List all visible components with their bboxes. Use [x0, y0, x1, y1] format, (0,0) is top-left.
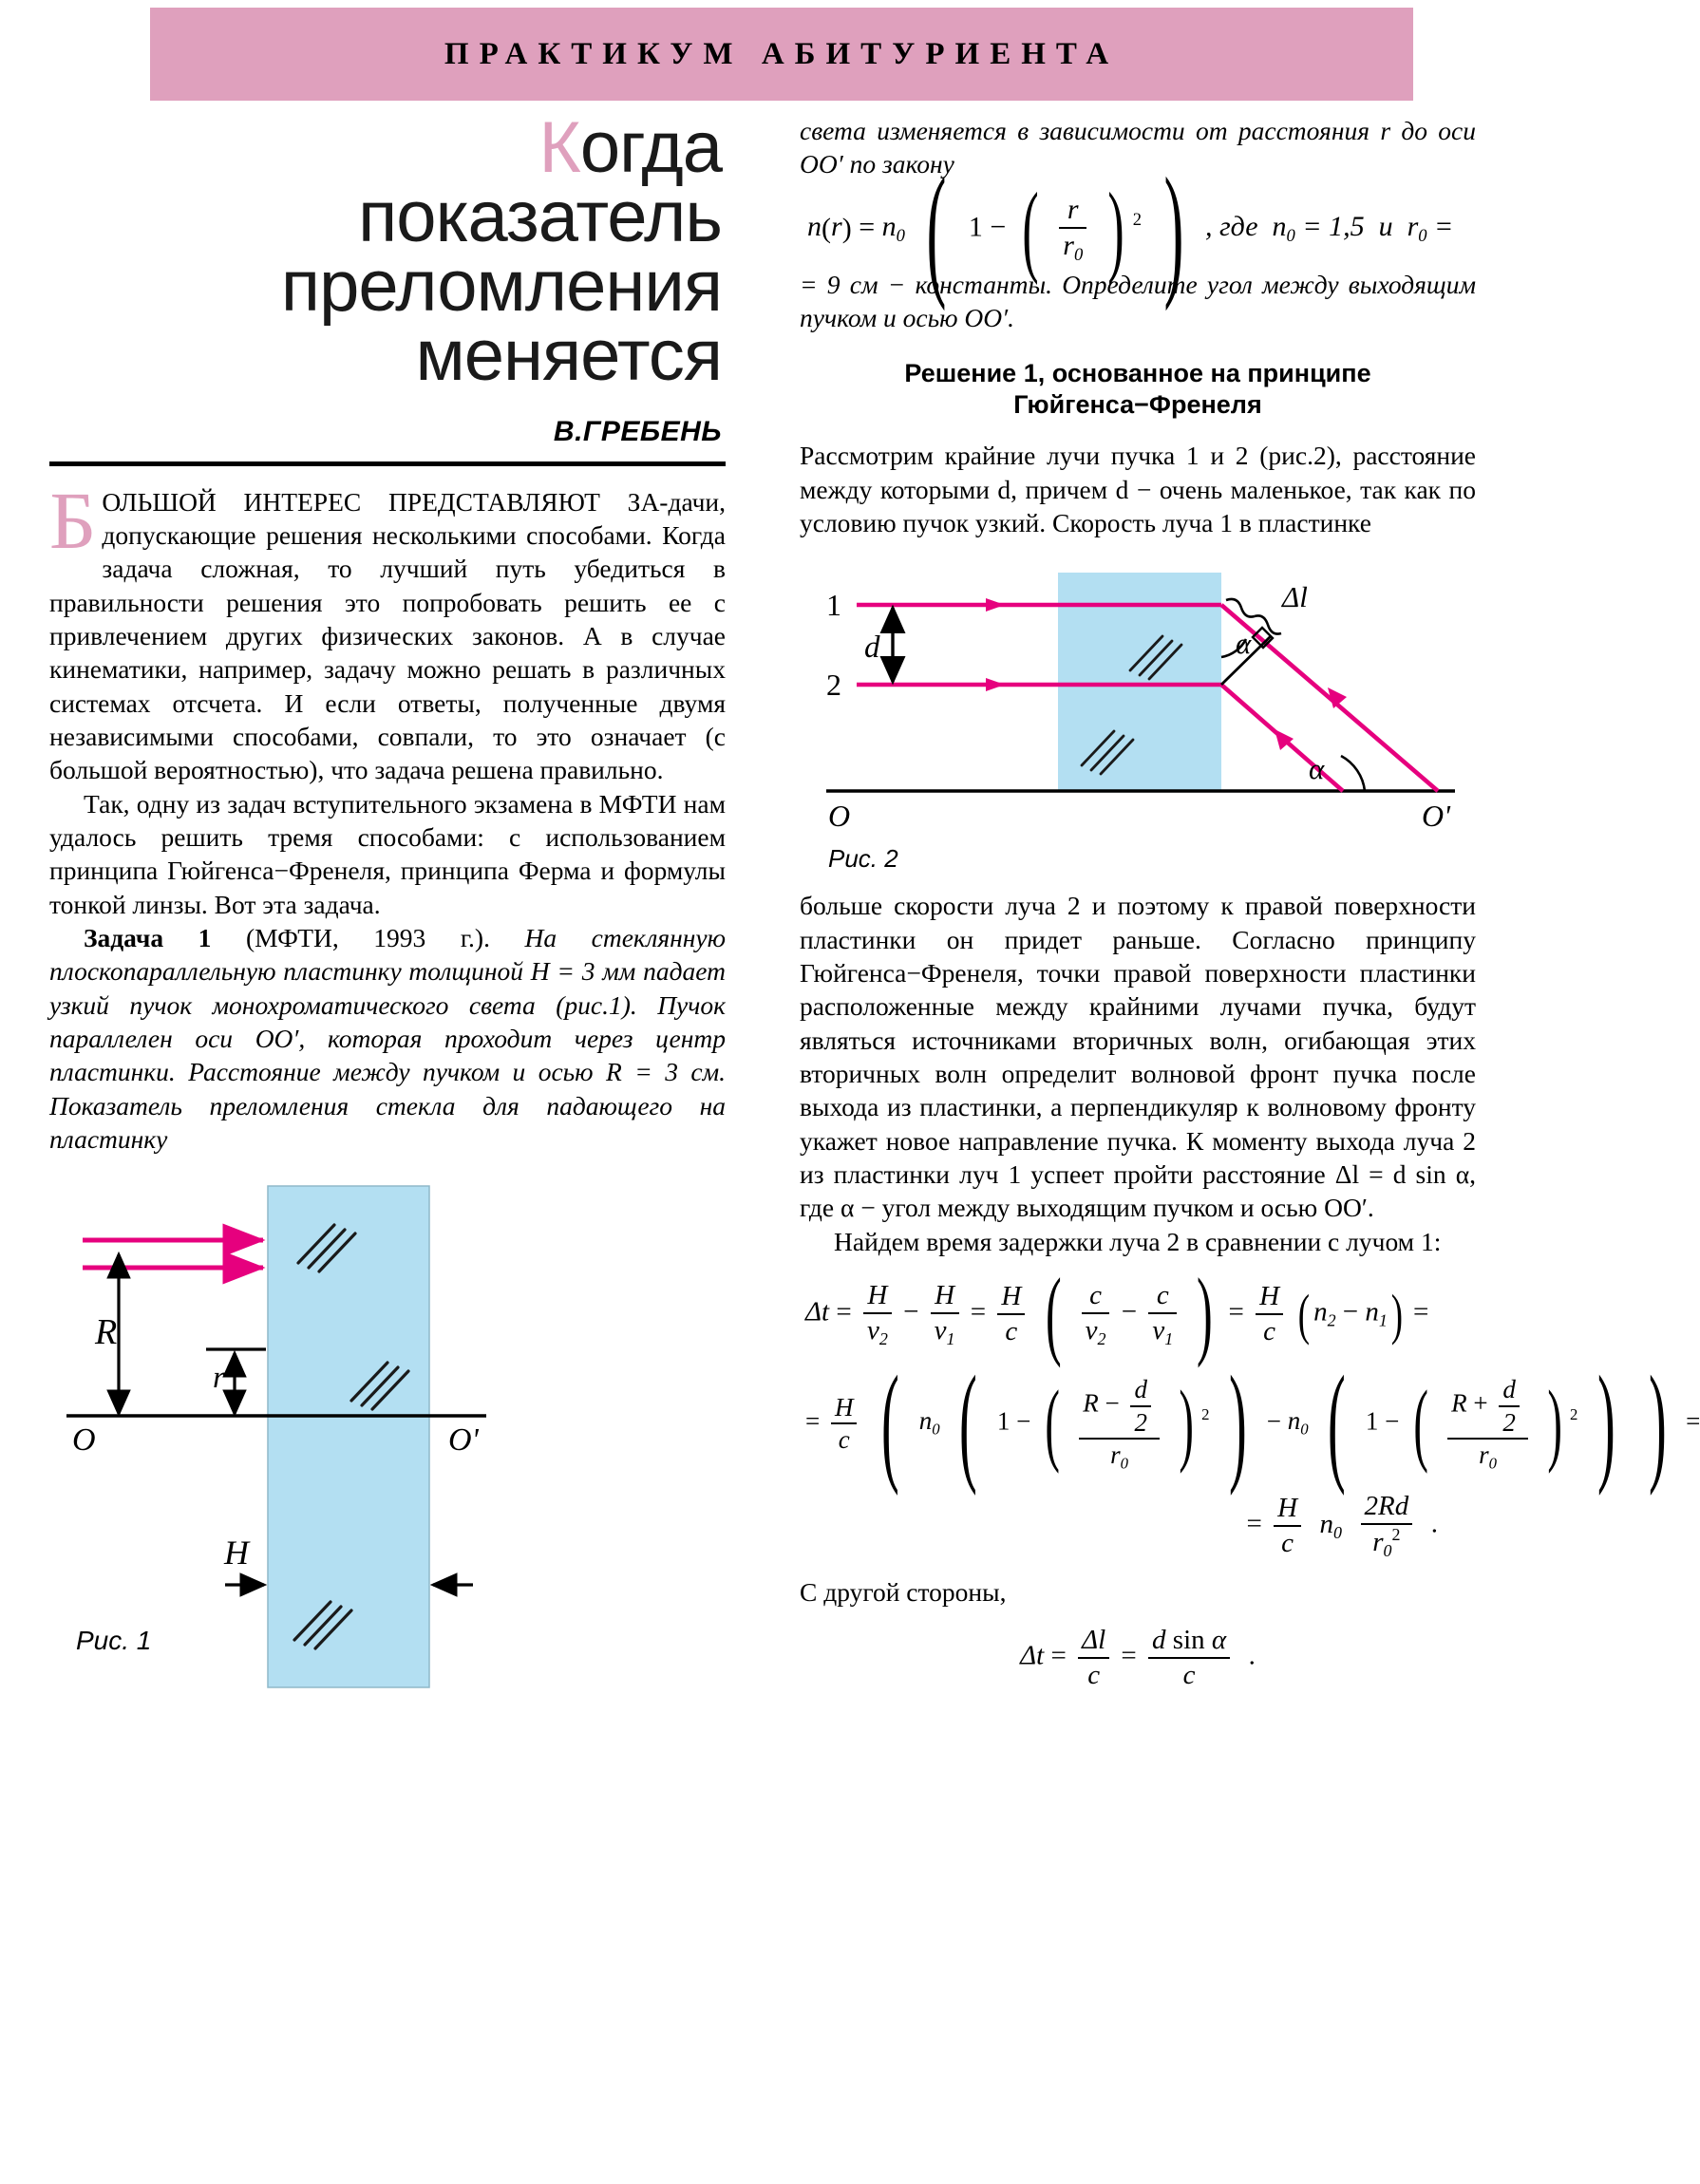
label-alpha-bottom: α: [1309, 752, 1325, 786]
ray-2-arrowhead: [986, 678, 1005, 691]
paragraph-rays: Рассмотрим крайние лучи пучка 1 и 2 (рис.2), расстояние между которыми d, причем d − очень маленькое, так как по условию пучок узкий. Скорость луча 1 в пластинке: [800, 441, 1476, 538]
outgoing-ray-1: [1221, 605, 1438, 791]
subheading-line-1: Решение 1, основанное на принципе: [904, 358, 1371, 387]
right-column: [800, 114, 1700, 1692]
article-author: В.ГРЕБЕНЬ: [553, 415, 722, 447]
paragraph-intro-rest: дачи, допускающие решения несколькими способами. Когда задача сложная, то лучший путь убедиться в правильности решения это попробовать решить ее с привлечением других физических законов. А в случае кинематики, например, задачу можно решать в различных системах отсчета. И если ответы, полученные двумя независимыми способами, совпали, то это означает (с большой вероятностью), что задача решена правильно.: [49, 486, 726, 785]
ray-1-arrowhead: [986, 598, 1005, 612]
headline-line-4: меняется: [415, 314, 722, 396]
label-O-prime: O': [448, 1422, 479, 1459]
paragraph-law-intro: света изменяется в зависимости от расстояния r до оси OO′ по закону: [800, 116, 1476, 179]
figure-2: [800, 553, 1476, 874]
paragraph-problem: [49, 921, 726, 1156]
figure-1-caption: Рис. 1: [76, 1626, 152, 1656]
figure-1: [49, 1173, 726, 1709]
paragraph-intro-caps: ОЛЬШОЙ ИНТЕРЕС ПРЕДСТАВЛЯЮТ ЗА-: [102, 486, 669, 517]
subheading-line-2: Гюйгенса−Френеля: [1013, 389, 1262, 419]
headline-line-3: преломления: [280, 245, 722, 327]
header-divider: [49, 461, 726, 466]
solution-subheading: [800, 358, 1476, 421]
figure-1-svg: [49, 1173, 726, 1704]
label-O: O: [72, 1422, 96, 1459]
label-ray-2: 2: [826, 668, 841, 703]
label-delta-l: Δl: [1282, 580, 1308, 614]
paragraph-delay: Найдем время задержки луча 2 в сравнении с лучом 1:: [834, 1226, 1442, 1256]
formula-delta-t-result: = $\frac{H}{c}$ $n_0$ $\frac{2Rd}{r_0^2}$ .: [1246, 1491, 1438, 1561]
label-alpha-top: α: [1236, 627, 1252, 661]
angle-arc-alpha-bottom: [1341, 756, 1365, 791]
formula-delta-t-line-1: Δt = $\frac{H}{v_2}$ − $\frac{H}{v_1}$ = $\frac{H}{c}$ ( $\frac{c}{v_2}$ − $\frac{c}{v_1}$ ) = $\frac{H}{c}$ ( $n_2 - n_1$) =: [805, 1258, 1429, 1369]
label-r: r: [213, 1361, 225, 1396]
problem-label: Задача 1: [84, 923, 212, 953]
headline-line-1: [49, 107, 722, 188]
label-R: R: [95, 1312, 118, 1353]
formula-n-lhs: n(r): [807, 211, 852, 245]
paragraph-constants: = 9 см − константы. Определите угол между выходящим пучком и осью OO′.: [800, 269, 1476, 333]
headline-dropcap: К: [538, 107, 580, 188]
headline-line-1-rest: огда: [579, 107, 722, 188]
figure-2-caption: Рис. 2: [828, 844, 898, 874]
problem-statement: На стеклянную плоскопараллельную пластинку толщиной H = 3 мм падает узкий пучок монохроматического света (рис.1). Пучок параллелен оси OO′, которая проходит через центр пластинки. Расстояние между пучком и осью R = 3 см. Показатель преломления стекла для падающего на пластинку: [49, 923, 726, 1155]
left-column: [49, 107, 726, 1709]
figure-2-svg: [800, 553, 1476, 838]
headline-line-2: показатель: [358, 176, 722, 257]
page-title: [49, 107, 726, 396]
paragraph-intro: [49, 474, 726, 787]
formula-delta-t-line-3: Δt = $\frac{\Delta l}{c}$ = $\frac{\text{d sin α}}{c}$ .: [1020, 1624, 1256, 1690]
formula-refractive-index: $n(r) = n_0$ ( 1 − ( $\frac{r}{r_0}$ ) $^2$ ) , где $n_0 = 1,5$ и $r_0$ =: [807, 146, 1454, 311]
paragraph-dropcap: Б: [49, 474, 97, 566]
formula-delta-t-line-2: = $\frac{H}{c}$ ( $n_0$ ( 1 − ( R − $\frac{d}{2}$ $r_0$ ) $^2$ ) − $n_0$ ( 1 − ( R + $\frac{d}{2}$ $r_0$ ) $^2$ ) ) =: [805, 1349, 1700, 1497]
label-O-2: O: [828, 799, 851, 834]
paragraph-mipt: Так, одну из задач вступительного экзамена в МФТИ нам удалось решить тремя способами: с использованием принципа Гюйгенса−Френеля, принципа Ферма и формулы тонкой линзы. Вот эта задача.: [49, 788, 726, 919]
paragraph-huygens: больше скорости луча 2 и поэтому к правой поверхности пластинки он придет раньше. Согласно принципу Гюйгенса−Френеля, точки правой поверхности пластинки расположенные между крайними лучами пучка, будут являться источниками вторичных волн, огибающая этих вторичных волн определит волновой фронт пучка после выхода из пластинки, а перпендикуляр к волновому фронту укажет новое направление пучка. К моменту выхода луча 2 из пластинки луч 1 успеет пройти расстояние Δl = d sin α, где α − угол между выходящим пучком и осью OO′.: [800, 891, 1476, 1223]
problem-source: (МФТИ, 1993 г.).: [211, 923, 525, 953]
label-ray-1: 1: [826, 588, 841, 623]
banner-title: ПРАКТИКУМ АБИТУРИЕНТА: [444, 36, 1120, 71]
label-d: d: [864, 631, 880, 666]
paragraph-other-side: С другой стороны,: [800, 1576, 1007, 1607]
section-banner: [150, 8, 1413, 101]
label-H: H: [224, 1534, 249, 1572]
label-O-prime-2: O': [1422, 799, 1450, 834]
